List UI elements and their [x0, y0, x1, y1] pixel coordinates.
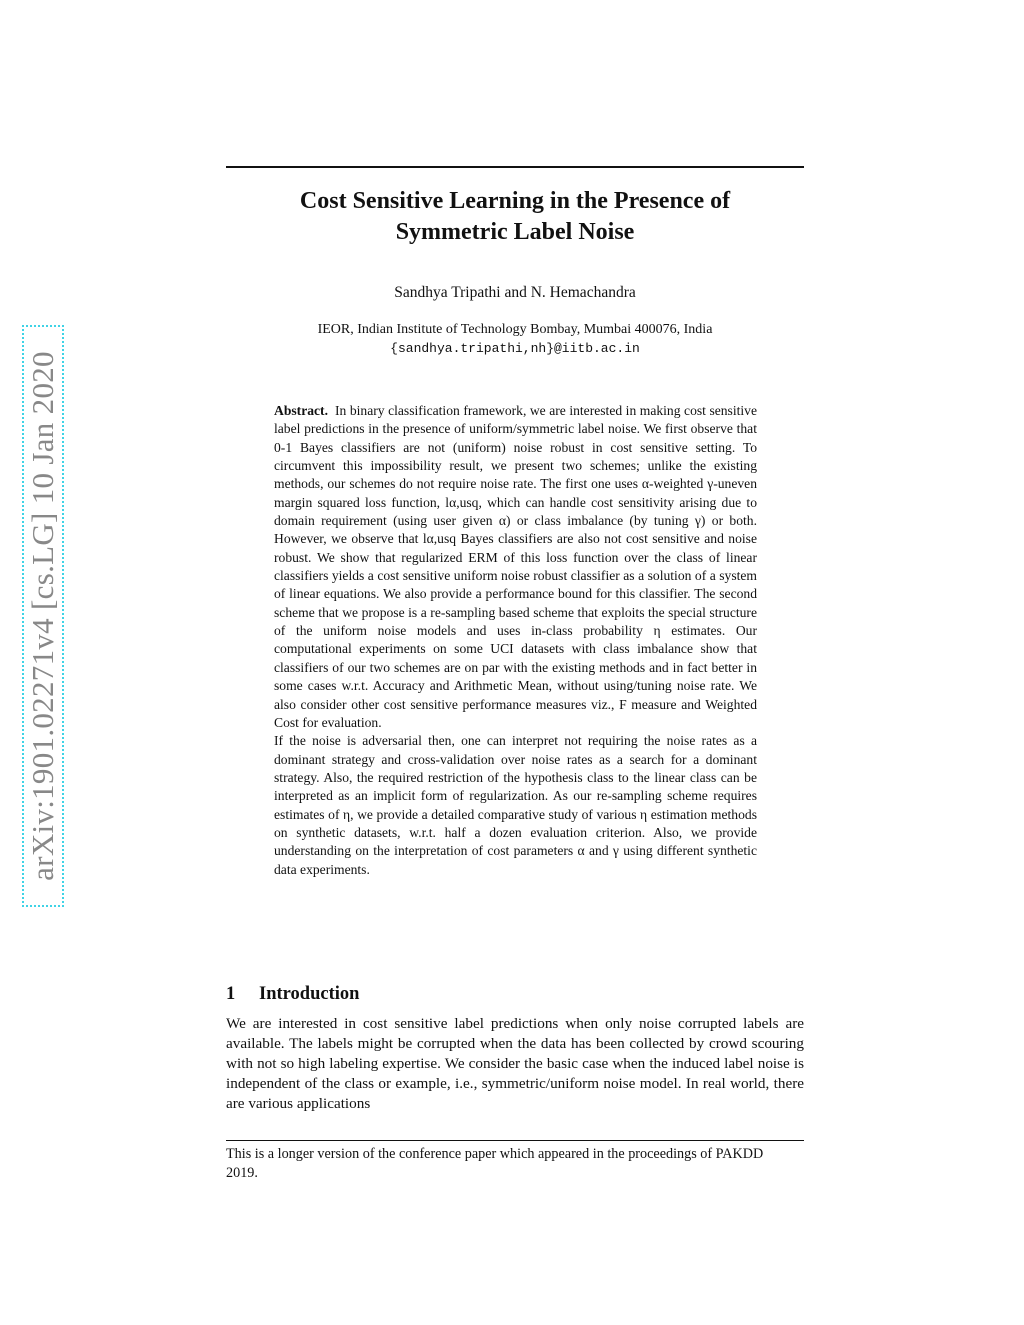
introduction-text: We are interested in cost sensitive label predictions when only noise corrupted labels are available. The labels might be corrupted when the data has been collected by crowd scouring with not so high labeling expertise. We consider the basic case when the induced label noise is independent of the class or example, i.e., symmetric/uniform noise model. In real world, there are various applications — [226, 1015, 804, 1112]
arxiv-stamp[interactable]: arXiv:1901.02271v4 [cs.LG] 10 Jan 2020 — [25, 351, 60, 881]
abstract-paragraph-2: If the noise is adversarial then, one can interpret not requiring the noise rates as a dominant strategy and cross-validation over noise rates as a search for a dominant strategy. Also, the required restriction of the hypothesis class to the linear class can be interpreted as an implicit form of regularization. As our re-sampling scheme requires estimates of η, we provide a detailed comparative study of various η estimation methods on synthetic datasets, w.r.t. half a dozen evaluation criterion. Also, we provide understanding on the interpretation of cost parameters α and γ using different synthetic data experiments. — [274, 733, 757, 877]
abstract — [274, 402, 757, 879]
section-number: 1 — [226, 984, 236, 1004]
footnote: This is a longer version of the conference paper which appeared in the proceedings of PAKDD 2019. — [226, 1146, 764, 1181]
title-line-2: Symmetric Label Noise — [395, 219, 635, 245]
email: {sandhya.tripathi,nh}@iitb.ac.in — [390, 341, 640, 356]
abstract-paragraph-1 — [274, 402, 757, 732]
arxiv-stamp-box[interactable] — [22, 325, 64, 907]
title-top-rule — [226, 166, 804, 168]
section-heading — [226, 984, 359, 1005]
footnote-rule — [226, 1140, 804, 1141]
section-title: Introduction — [259, 984, 360, 1004]
authors: Sandhya Tripathi and N. Hemachandra — [394, 284, 636, 301]
abstract-text-1: In binary classification framework, we are interested in making cost sensitive label predictions in the presence of uniform/symmetric label noise. We first observe that 0-1 Bayes classifiers are not (uniform) noise robust in cost sensitive setting. To circumvent this impossibility result, we present two schemes; unlike the existing methods, our schemes do not require noise rate. The first one uses α-weighted γ-uneven margin squared loss function, lα,usq, which can handle cost sensitivity arising due to domain requirement (using user given α) or class imbalance (by tuning γ) or both. However, we observe that lα,usq Bayes classifiers are also not cost sensitive and noise robust. We show that regularized ERM of this loss function over the class of linear classifiers yields a cost sensitive uniform noise robust classifier as a solution of a system of linear equations. We also provide a performance bound for this classifier. The second scheme that we propose is a re-sampling based scheme that exploits the special structure of the uniform noise models and uses in-class probability η estimates. Our computational experiments on some UCI datasets with class imbalance show that classifiers of our two schemes are on par with the existing methods and in fact better in some cases w.r.t. Accuracy and Arithmetic Mean, without using/tuning noise rate. We also consider other cost sensitive performance measures viz., F measure and Weighted Cost for evaluation. — [274, 403, 758, 730]
title-line-1: Cost Sensitive Learning in the Presence of — [299, 188, 731, 214]
affiliation: IEOR, Indian Institute of Technology Bombay, Mumbai 400076, India — [317, 322, 713, 337]
abstract-label: Abstract. — [274, 403, 328, 418]
paper-title — [226, 186, 804, 248]
affiliation-block — [226, 320, 804, 358]
